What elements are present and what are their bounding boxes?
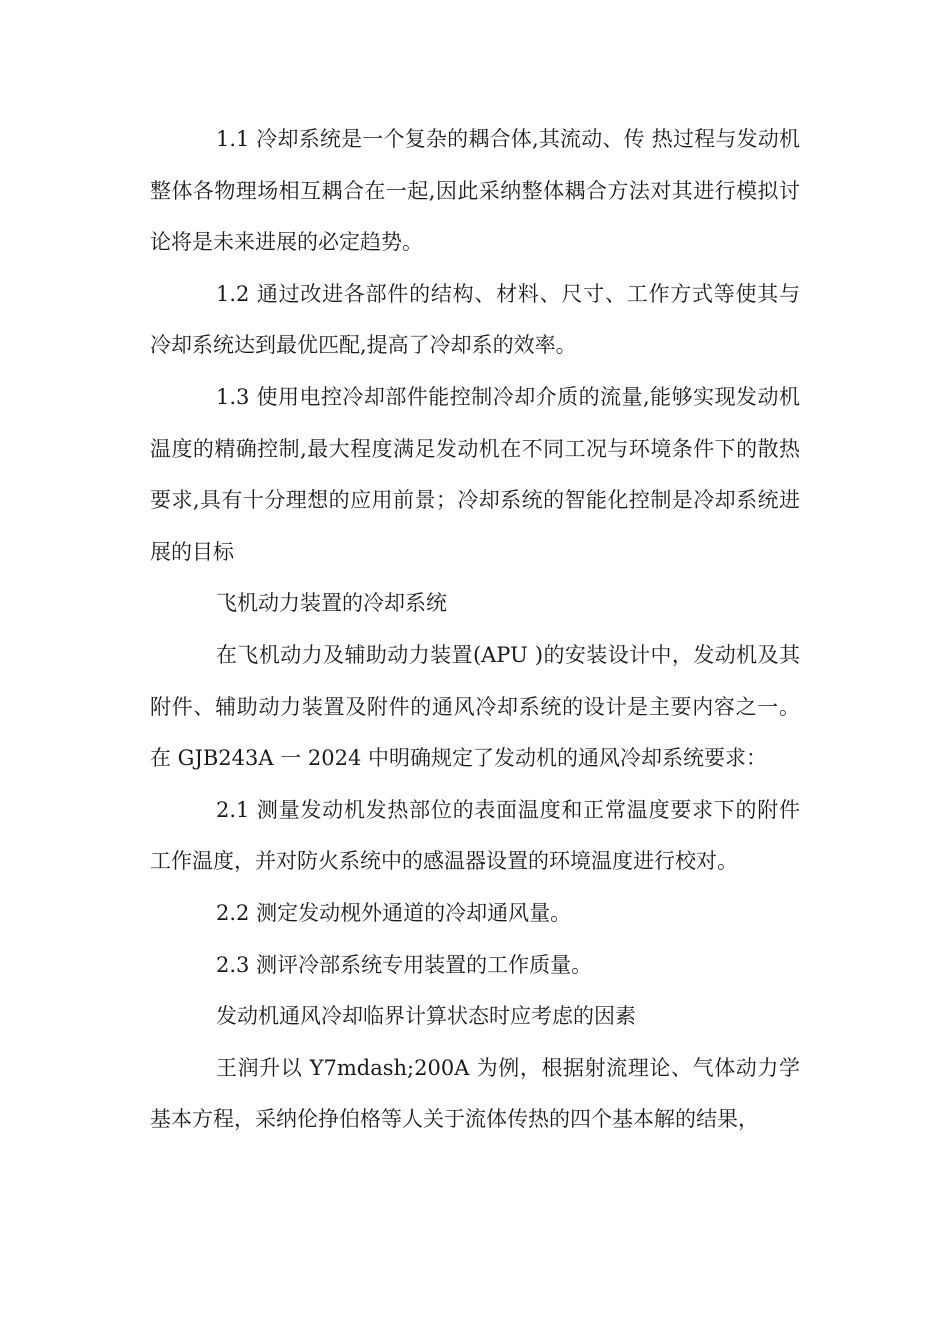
- paragraph-2-3-quality: 2.3 测评冷部系统专用装置的工作质量。: [216, 952, 593, 977]
- paragraph-2-1-temperature-measurement: 2.1 测量发动机发热部位的表面温度和正常温度要求下的附件工作温度，并对防火系统中的感温器设置的环境温度进行校对。: [150, 797, 800, 874]
- document-body: [150, 114, 800, 1146]
- paragraph-wang-runsheng-example: 王润升以 Y7mdash;200A 为例，根据射流理论、气体动力学基本方程，采纳伦挣伯格等人关于流体传热的四个基本解的结果，: [150, 1055, 800, 1132]
- paragraph-apu-ventilation: 在飞机动力及辅助动力装置(APU )的安装设计中，发动机及其附件、辅助动力装置及附件的通风冷却系统的设计是主要内容之一。在 GJB243A 一 2024 中明确规定了发动机的通风冷却系统要求：: [150, 642, 800, 771]
- paragraph-1-3-electronic-control: 1.3 使用电控冷却部件能控制冷却介质的流量,能够实现发动机温度的精确控制,最大程度满足发动机在不同工况与环境条件下的散热要求,具有十分理想的应用前景；冷却系统的智能化控制是冷却系统进展的目标: [150, 384, 800, 564]
- paragraph-2-2-airflow: 2.2 测定发动枧外通道的冷却通风量。: [216, 900, 572, 925]
- paragraph-1-1-cooling-coupling: 1.1 冷却系统是一个复杂的耦合体,其流动、传 热过程与发动机整体各物理场相互耦合在一起,因此采纳整体耦合方法对其进行模拟讨论将是未来进展的必定趋势。: [150, 127, 800, 255]
- section-heading-critical-factors: 发动机通风冷却临界计算状态时应考虑的因素: [216, 1004, 636, 1029]
- paragraph-1-2-component-matching: 1.2 通过改进各部件的结构、材料、尺寸、工作方式等使其与冷却系统达到最优匹配,提高了冷却系的效率。: [150, 281, 800, 358]
- section-heading-aircraft-cooling: 飞机动力装置的冷却系统: [216, 591, 447, 616]
